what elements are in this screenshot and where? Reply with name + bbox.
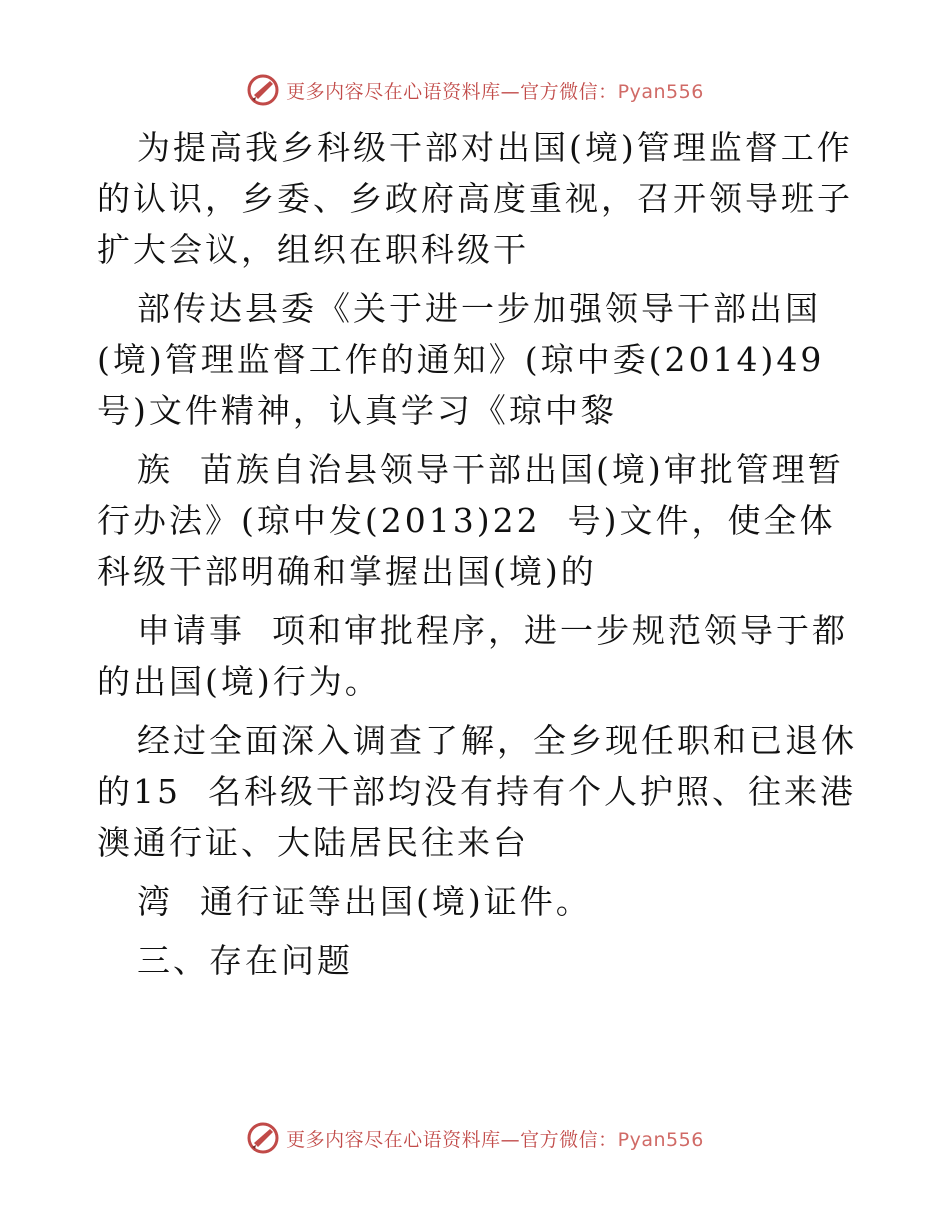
paragraph: 申请事 项和审批程序，进一步规范领导于都的出国(境)行为。 <box>97 611 848 701</box>
paragraph: 经过全面深入调查了解，全乡现任职和已退休的15 名科级干部均没有持有个人护照、往来港澳通行证、大陆居民往来台 <box>97 721 857 862</box>
footer-watermark <box>0 1118 950 1158</box>
watermark-logo-icon <box>246 73 280 107</box>
paragraph: 为提高我乡科级干部对出国(境)管理监督工作的认识，乡委、乡政府高度重视，召开领导班子扩大会议，组织在职科级干 <box>97 128 853 269</box>
section-heading: 三、存在问题 <box>137 941 353 980</box>
paragraph: 湾 通行证等出国(境)证件。 <box>137 882 592 921</box>
document-body <box>97 122 857 994</box>
paragraph: 部传达县委《关于进一步加强领导干部出国(境)管理监督工作的通知》(琼中委(2014)49 号)文件精神，认真学习《琼中黎 <box>97 289 852 430</box>
watermark-text: 更多内容尽在心语资料库—官方微信：Pyan556 <box>286 80 704 103</box>
paragraph: 族 苗族自治县领导干部出国(境)审批管理暂行办法》(琼中发(2013)22 号)文件，使全体科级干部明确和掌握出国(境)的 <box>97 450 844 591</box>
watermark-text: 更多内容尽在心语资料库—官方微信：Pyan556 <box>286 1128 704 1151</box>
header-watermark <box>0 70 950 110</box>
watermark-logo-icon <box>246 1121 280 1155</box>
